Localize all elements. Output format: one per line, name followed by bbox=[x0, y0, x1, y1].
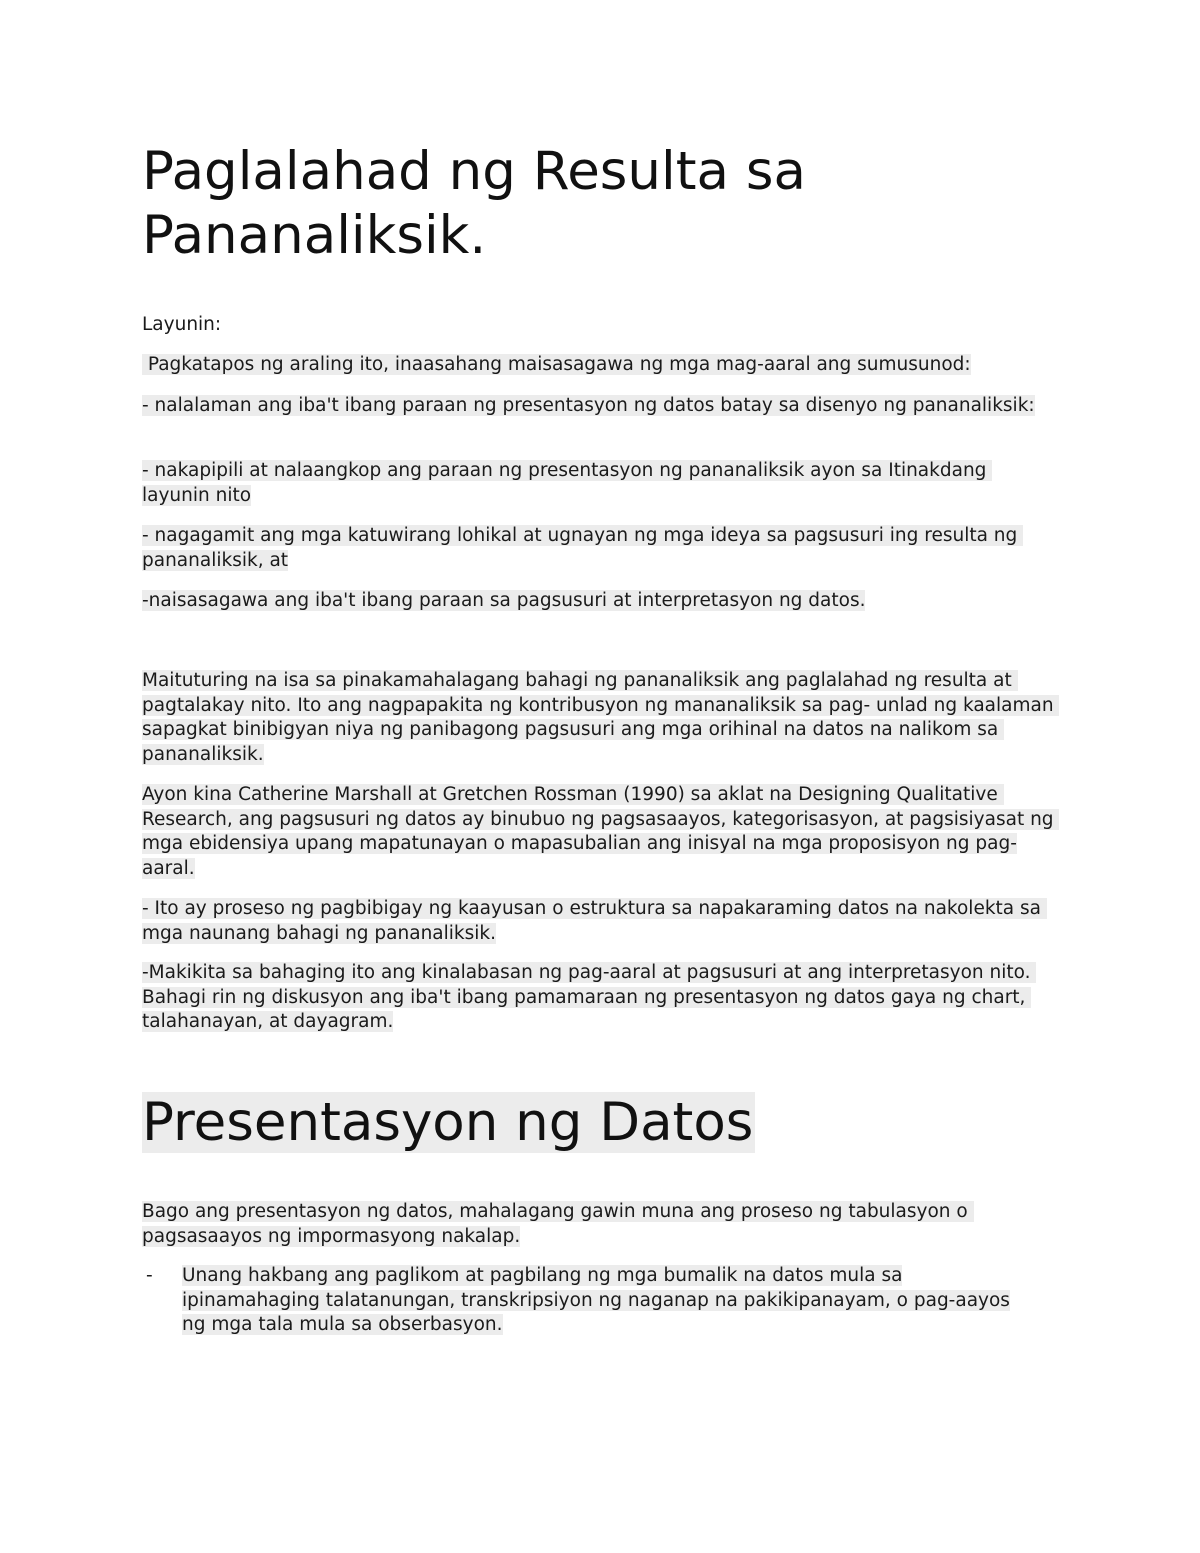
section-intro bbox=[142, 1200, 1057, 1249]
body-paragraph-text: -Makikita sa bahaging ito ang kinalabasan ng pag-aaral at pagsusuri at ang interpretasyon nito. Bahagi rin ng diskusyon ang iba't ibang pamamaraan ng presentasyon ng datos gaya ng chart, talahanayan, at dayagram. bbox=[142, 962, 1037, 1033]
objective-item-text: - nagagamit ang mga katuwirang lohikal at ugnayan ng mga ideya sa pagsusuri ing resulta ng pananaliksik, at bbox=[142, 525, 1024, 571]
bullet-item-highlight: Unang hakbang ang paglikom at pagbilang ng mga bumalik na datos mula sa ipinamahaging talatanungan, transkripsiyon ng naganap na pakikipanayam, o pag-aayos ng mga tala mula sa obserbasyon. bbox=[182, 1265, 1010, 1336]
body-paragraph-text: - Ito ay proseso ng pagbibigay ng kaayusan o estruktura sa napakaraming datos na nakolekta sa mga naunang bahagi ng pananaliksik. bbox=[142, 898, 1047, 944]
objective-item bbox=[142, 459, 1057, 508]
bullet-item-text bbox=[182, 1264, 1022, 1338]
section-intro-text: Bago ang presentasyon ng datos, mahalagang gawin muna ang proseso ng tabulasyon o pagsasaayos ng impormasyong nakalap. bbox=[142, 1201, 974, 1247]
objective-item-text: -naisasagawa ang iba't ibang paraan sa pagsusuri at interpretasyon ng datos. bbox=[142, 590, 866, 611]
body-paragraph bbox=[142, 783, 1060, 881]
objective-item bbox=[142, 524, 1057, 573]
body-paragraph bbox=[142, 669, 1060, 767]
objectives-intro bbox=[142, 353, 1057, 378]
objectives-label: Layunin: bbox=[142, 314, 222, 335]
objective-item bbox=[142, 394, 1057, 419]
bullet-marker: - bbox=[146, 1265, 153, 1286]
body-paragraph bbox=[142, 897, 1057, 946]
document-title: Paglalahad ng Resulta sa Pananaliksik. bbox=[142, 141, 806, 266]
body-paragraph-text: Maituturing na isa sa pinakamahalagang bahagi ng pananaliksik ang paglalahad ng resulta at pagtalakay nito. Ito ang nagpapakita ng kontribusyon ng mananaliksik sa pag- unlad ng kaalaman sapagkat binibigyan niya ng panibagong pagsusuri ang mga orihinal na datos na nalikom sa pananaliksik. bbox=[142, 670, 1060, 765]
objective-item bbox=[142, 589, 1057, 614]
objective-item-text: - nalalaman ang iba't ibang paraan ng presentasyon ng datos batay sa disenyo ng pananaliksik: bbox=[142, 395, 1035, 416]
body-paragraph-text: Ayon kina Catherine Marshall at Gretchen Rossman (1990) sa aklat na Designing Qualitative Research, ang pagsusuri ng datos ay binubuo ng pagsasaayos, kategorisasyon, at pagsisiyasat ng mga ebidensiya upang mapatunayan o mapasubalian ang inisyal na mga proposisyon ng pag-aaral. bbox=[142, 784, 1060, 879]
body-paragraph bbox=[142, 961, 1057, 1035]
objectives-intro-text: Pagkatapos ng araling ito, inaasahang maisasagawa ng mga mag-aaral ang sumusunod: bbox=[142, 354, 971, 375]
section-heading-text: Presentasyon ng Datos bbox=[142, 1092, 754, 1153]
objective-item-text: - nakapipili at nalaangkop ang paraan ng presentasyon ng pananaliksik ayon sa Itinakdang layunin nito bbox=[142, 460, 993, 506]
section-heading bbox=[142, 1090, 755, 1156]
